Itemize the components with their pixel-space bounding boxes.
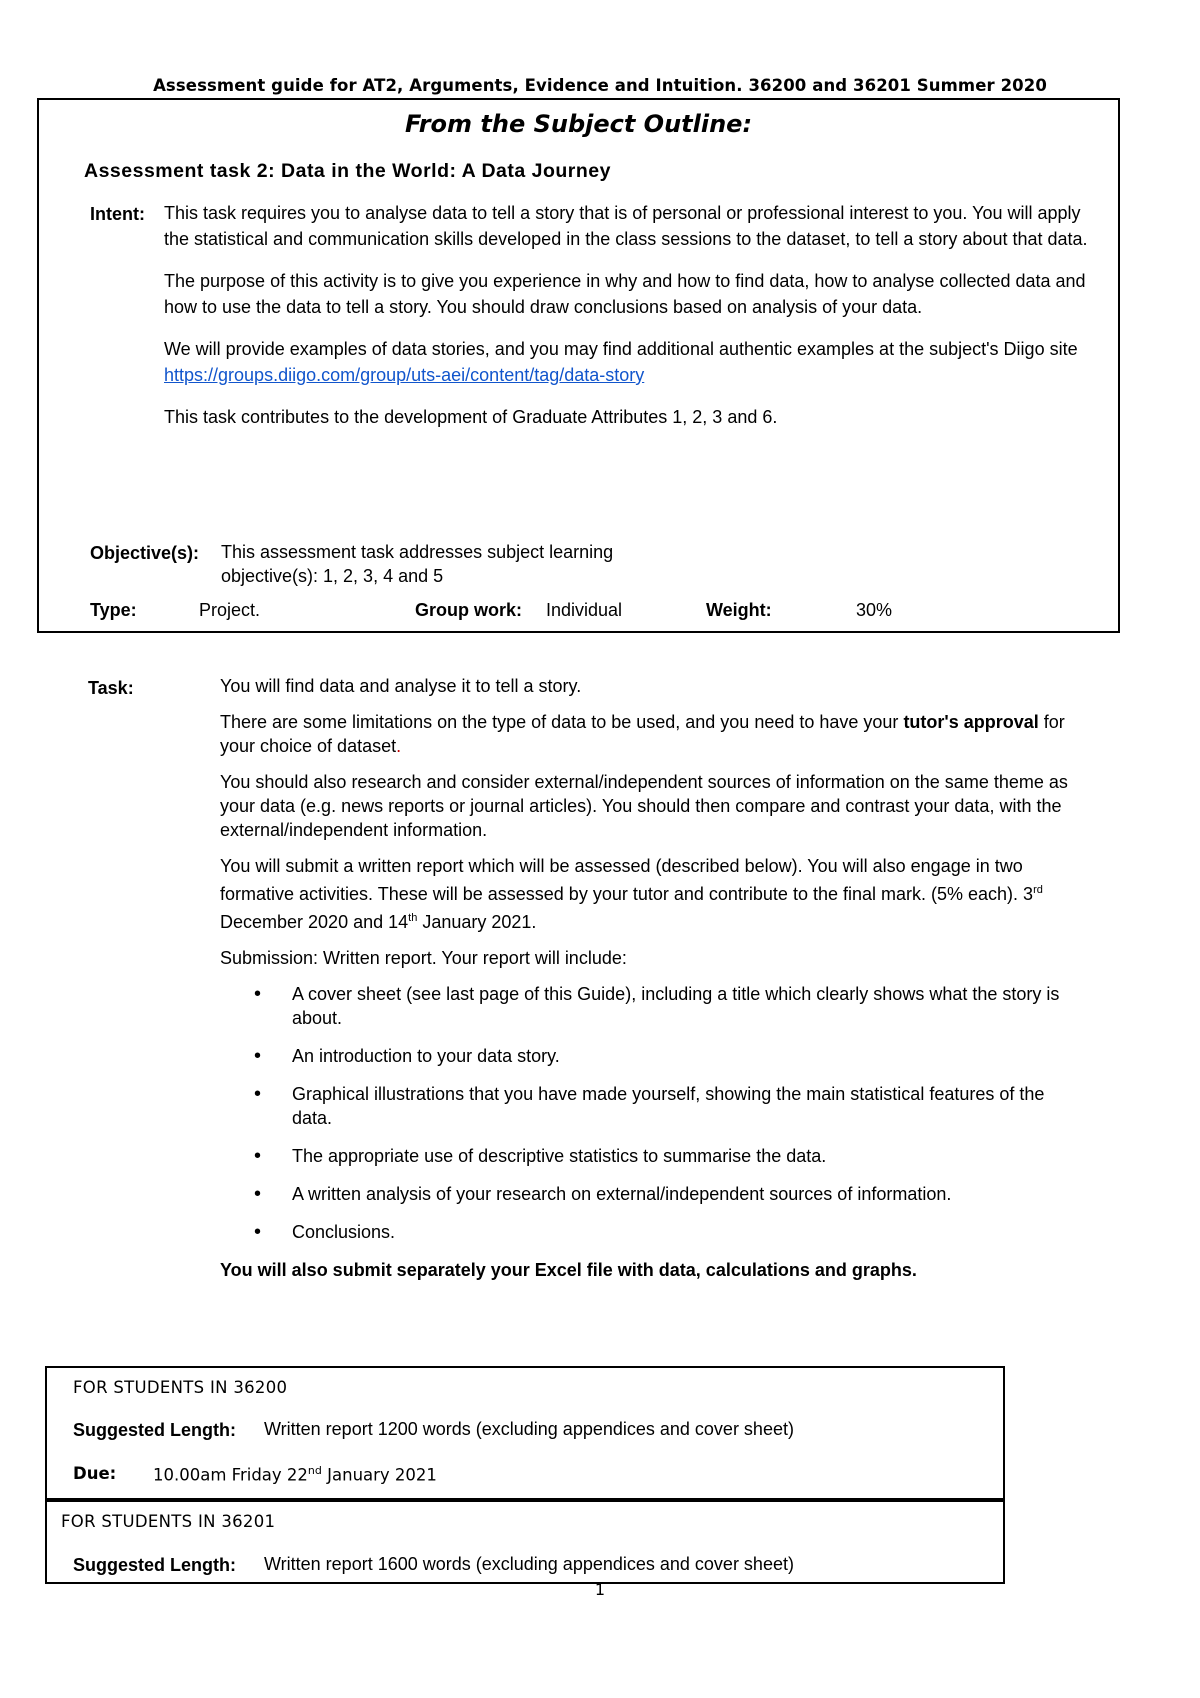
task-p4-end: January 2021. <box>417 912 537 932</box>
due-value <box>153 1464 437 1485</box>
list-item <box>220 1220 1070 1244</box>
list-item <box>220 1144 1070 1168</box>
superscript-nd: nd <box>307 1464 322 1477</box>
list-item-text: The appropriate use of descriptive statistics to summarise the data. <box>292 1146 827 1166</box>
excel-submission-note: You will also submit separately your Excel file with data, calculations and graphs. <box>220 1260 917 1280</box>
due-month: January 2021 <box>321 1465 437 1485</box>
tutor-approval-emphasis: tutor's approval <box>903 712 1039 732</box>
bullet-icon: • <box>254 1221 262 1243</box>
task-body <box>220 674 1070 1294</box>
box-heading: FOR STUDENTS IN 36200 <box>73 1378 288 1397</box>
due-date: 10.00am Friday 22 <box>153 1465 308 1485</box>
objectives-label: Objective(s): <box>90 543 200 563</box>
page-number: 1 <box>594 1580 606 1599</box>
list-item-text: An introduction to your data story. <box>292 1046 560 1066</box>
diigo-link[interactable]: https://groups.diigo.com/group/uts-aei/content/tag/data-story <box>164 365 645 385</box>
task-paragraph-4 <box>220 854 1070 934</box>
list-item <box>220 1044 1070 1068</box>
list-item <box>220 982 1070 1030</box>
bullet-icon: • <box>254 1145 262 1167</box>
superscript-th: th <box>408 912 418 924</box>
page-header: Assessment guide for AT2, Arguments, Evidence and Intuition. 36200 and 36201 Summer 2020 <box>153 76 1047 95</box>
list-item <box>220 1182 1070 1206</box>
group-work-value: Individual <box>546 600 623 620</box>
task-paragraph-2 <box>220 710 1070 758</box>
students-36201-box <box>45 1500 1005 1584</box>
task-p2-text-end: for your choice of dataset <box>220 712 1065 756</box>
intent-paragraph-3 <box>164 336 1104 388</box>
bullet-icon: • <box>254 1183 262 1205</box>
task-p4-mid: December 2020 and 14 <box>220 912 409 932</box>
outline-title: From the Subject Outline: <box>404 110 753 138</box>
type-value: Project. <box>199 600 261 620</box>
objectives-line-2: objective(s): 1, 2, 3, 4 and 5 <box>221 566 444 586</box>
due-label: Due: <box>73 1464 117 1483</box>
weight-value: 30% <box>856 600 893 620</box>
type-label: Type: <box>90 600 137 620</box>
task-p4-text: You will submit a written report which will be assessed (described below). You will also engage in two formative activities. These will be assessed by your tutor and contribute to the final mark. (5% each). 3 <box>220 856 1034 904</box>
intent-label: Intent: <box>90 204 145 224</box>
list-item-text: A written analysis of your research on external/independent sources of information. <box>292 1184 952 1204</box>
group-work-label: Group work: <box>415 600 522 620</box>
suggested-length-label: Suggested Length: <box>73 1555 236 1575</box>
task-paragraph-1: You will find data and analyse it to tell a story. <box>220 676 582 696</box>
suggested-length-value: Written report 1600 words (excluding appendices and cover sheet) <box>264 1554 794 1574</box>
weight-label: Weight: <box>706 600 772 620</box>
intent-paragraph-1: This task requires you to analyse data to tell a story that is of personal or professional interest to you. You will apply the statistical and communication skills developed in the class sessions to the dataset, to tell a story about that data. <box>164 203 1088 249</box>
task-p2-period: . <box>396 736 402 756</box>
list-item-text: A cover sheet (see last page of this Guide), including a title which clearly shows what the story is about. <box>292 984 1060 1028</box>
intent-paragraph-4: This task contributes to the development of Graduate Attributes 1, 2, 3 and 6. <box>164 407 778 427</box>
objectives-line-1: This assessment task addresses subject learning <box>221 542 614 562</box>
diigo-text: We will provide examples of data stories, and you may find additional authentic examples at the subject's Diigo site <box>164 339 1078 359</box>
assessment-task-heading: Assessment task 2: Data in the World: A Data Journey <box>84 160 612 182</box>
box-heading: FOR STUDENTS IN 36201 <box>61 1512 276 1531</box>
subject-outline-box <box>37 98 1120 633</box>
objectives-text <box>221 540 613 588</box>
bullet-icon: • <box>254 1045 262 1067</box>
task-paragraph-5: Submission: Written report. Your report will include: <box>220 948 627 968</box>
intent-paragraph-2: The purpose of this activity is to give you experience in why and how to find data, how to analyse collected data and how to use the data to tell a story. You should draw conclusions based on analysis of your data. <box>164 271 1086 317</box>
suggested-length-label: Suggested Length: <box>73 1420 236 1440</box>
suggested-length-value: Written report 1200 words (excluding appendices and cover sheet) <box>264 1419 794 1439</box>
list-item-text: Conclusions. <box>292 1222 396 1242</box>
task-label: Task: <box>88 678 134 698</box>
task-p2-text: There are some limitations on the type of data to be used, and you need to have your <box>220 712 904 732</box>
bullet-icon: • <box>254 1083 262 1105</box>
report-requirements-list <box>220 982 1070 1244</box>
bullet-icon: • <box>254 983 262 1005</box>
task-paragraph-3: You should also research and consider external/independent sources of information on the same theme as your data (e.g. news reports or journal articles). You should then compare and contrast your data, with the external/independent information. <box>220 772 1068 840</box>
list-item-text: Graphical illustrations that you have made yourself, showing the main statistical features of the data. <box>292 1084 1045 1128</box>
students-36200-box <box>45 1366 1005 1500</box>
superscript-rd: rd <box>1033 884 1043 896</box>
intent-text <box>164 200 1104 446</box>
list-item <box>220 1082 1070 1130</box>
